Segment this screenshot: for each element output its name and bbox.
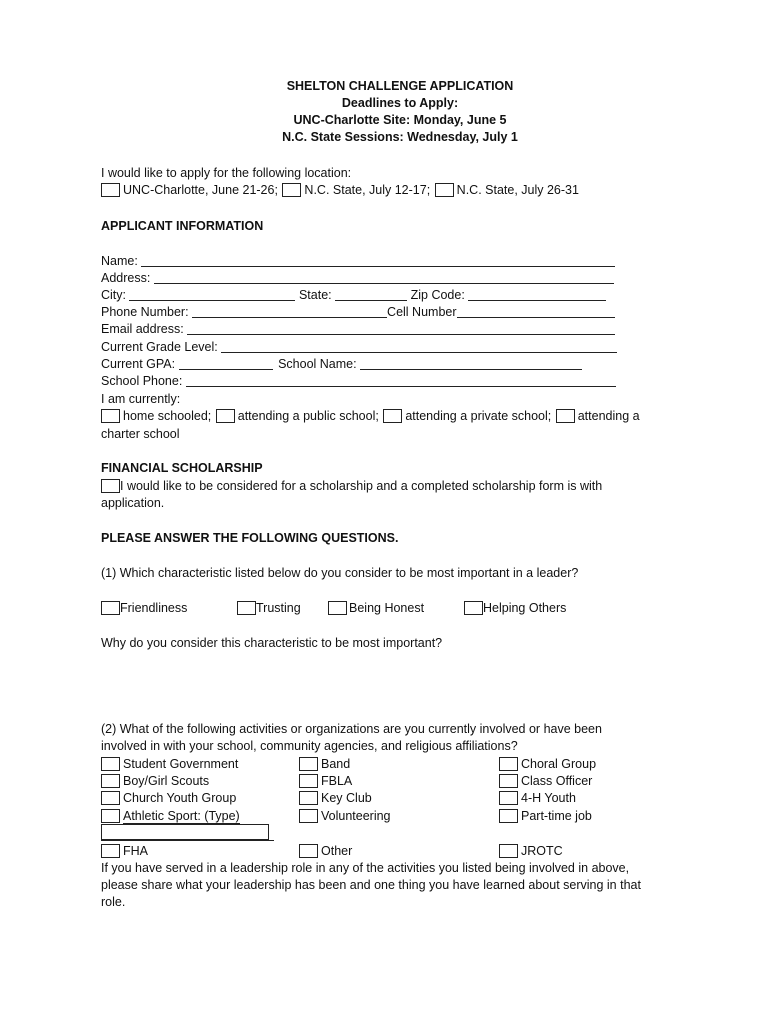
status-options <box>101 408 640 425</box>
location-prompt: I would like to apply for the following location: <box>101 166 352 180</box>
location-option-label: UNC-Charlotte, June 21-26; <box>123 183 278 197</box>
site-unc-deadline: UNC-Charlotte Site: Monday, June 5 <box>293 113 507 127</box>
activity-fha <box>101 843 148 860</box>
activity-label: Band <box>321 757 351 771</box>
question-2-line1: (2) What of the following activities or organizations are you currently involved or have been <box>101 722 602 736</box>
activity-label: Volunteering <box>321 809 391 823</box>
activity-label: Key Club <box>321 791 372 805</box>
checkbox-boy-girl-scouts[interactable] <box>101 774 120 788</box>
checkbox-trusting[interactable] <box>237 601 256 615</box>
activity-volunteering <box>299 808 391 825</box>
scholarship-heading: FINANCIAL SCHOLARSHIP <box>101 461 263 475</box>
q1-option-label: Friendliness <box>120 601 188 615</box>
activity-band <box>299 756 350 773</box>
phone-field[interactable] <box>192 304 387 318</box>
athletic-sport-type-field[interactable] <box>101 824 269 840</box>
checkbox-athletic-sport[interactable] <box>101 809 120 823</box>
q1-option-label: Being Honest <box>349 601 425 615</box>
school-name-field[interactable] <box>360 356 582 370</box>
checkbox-being-honest[interactable] <box>328 601 347 615</box>
status-option-label: attending a public school; <box>237 409 379 423</box>
status-option-label: attending a private school; <box>405 409 552 423</box>
status-option-label: attending a <box>577 409 640 423</box>
checkbox-other[interactable] <box>299 844 318 858</box>
checkbox-fha[interactable] <box>101 844 120 858</box>
athletic-sport-underline <box>101 840 274 841</box>
gpa-field[interactable] <box>179 356 273 370</box>
scholarship-row <box>101 478 602 495</box>
email-label: Email address: <box>101 322 184 336</box>
state-field[interactable] <box>335 287 407 301</box>
activity-jrotc <box>499 843 563 860</box>
cell-label: Cell Number <box>387 305 457 319</box>
activity-label: 4-H Youth <box>521 791 576 805</box>
activity-athletic-sport <box>101 808 240 825</box>
school-name-label: School Name: <box>278 357 357 371</box>
state-label: State: <box>298 288 332 302</box>
city-row <box>101 287 606 304</box>
grade-row <box>101 339 617 356</box>
address-row <box>101 270 614 287</box>
zip-field[interactable] <box>468 287 606 301</box>
cell-field[interactable] <box>457 304 615 318</box>
scholarship-text: I would like to be considered for a scholarship and a completed scholarship form is with <box>120 479 603 493</box>
activity-label: Part-time job <box>521 809 592 823</box>
activity-other <box>299 843 352 860</box>
currently-label: I am currently: <box>101 392 181 406</box>
activity-label: Student Government <box>123 757 239 771</box>
phone-label: Phone Number: <box>101 305 189 319</box>
activity-label: Athletic Sport: (Type) <box>123 809 240 823</box>
leadership-line2: please share what your leadership has been and one thing you have learned about serving in that <box>101 878 641 892</box>
gpa-label: Current GPA: <box>101 357 176 371</box>
q1-option-being-honest <box>328 600 424 617</box>
checkbox-part-time-job[interactable] <box>499 809 518 823</box>
scholarship-text-continued: application. <box>101 496 165 510</box>
checkbox-key-club[interactable] <box>299 791 318 805</box>
leadership-answer-area[interactable] <box>101 915 661 1005</box>
activity-label: Boy/Girl Scouts <box>123 774 210 788</box>
checkbox-nc-state-july-12[interactable] <box>282 183 301 197</box>
address-field[interactable] <box>154 270 614 284</box>
q1-option-label: Helping Others <box>483 601 567 615</box>
checkbox-class-officer[interactable] <box>499 774 518 788</box>
questions-heading: PLEASE ANSWER THE FOLLOWING QUESTIONS. <box>101 531 399 545</box>
applicant-info-heading: APPLICANT INFORMATION <box>101 219 264 233</box>
activity-church-youth-group <box>101 790 236 807</box>
checkbox-volunteering[interactable] <box>299 809 318 823</box>
city-label: City: <box>101 288 126 302</box>
email-row <box>101 321 615 338</box>
checkbox-4h-youth[interactable] <box>499 791 518 805</box>
checkbox-scholarship[interactable] <box>101 479 120 493</box>
school-phone-label: School Phone: <box>101 374 183 388</box>
activity-part-time-job <box>499 808 592 825</box>
checkbox-church-youth-group[interactable] <box>101 791 120 805</box>
location-option-label: N.C. State, July 26-31 <box>456 183 579 197</box>
checkbox-choral-group[interactable] <box>499 757 518 771</box>
activity-label: Class Officer <box>521 774 593 788</box>
form-title: SHELTON CHALLENGE APPLICATION <box>286 79 514 93</box>
checkbox-public-school[interactable] <box>216 409 235 423</box>
name-label: Name: <box>101 254 138 268</box>
activity-student-government <box>101 756 238 773</box>
activity-label: Choral Group <box>521 757 597 771</box>
gpa-row <box>101 356 582 373</box>
school-phone-row <box>101 373 616 390</box>
activity-boy-girl-scouts <box>101 773 209 790</box>
checkbox-helping-others[interactable] <box>464 601 483 615</box>
checkbox-home-schooled[interactable] <box>101 409 120 423</box>
question-1: (1) Which characteristic listed below do you consider to be most important in a leader? <box>101 566 579 580</box>
q1-option-helping-others <box>464 600 566 617</box>
name-row <box>101 253 615 270</box>
checkbox-jrotc[interactable] <box>499 844 518 858</box>
q1-option-friendliness <box>101 600 187 617</box>
leadership-line3: role. <box>101 895 126 909</box>
activity-choral-group <box>499 756 596 773</box>
checkbox-fbla[interactable] <box>299 774 318 788</box>
q1-answer-area[interactable] <box>101 655 661 715</box>
activity-label: JROTC <box>521 844 563 858</box>
activity-label: Other <box>321 844 353 858</box>
q1-why: Why do you consider this characteristic to be most important? <box>101 636 443 650</box>
activity-label: FBLA <box>321 774 353 788</box>
school-phone-field[interactable] <box>186 373 616 387</box>
grade-field[interactable] <box>221 339 617 353</box>
checkbox-band[interactable] <box>299 757 318 771</box>
phone-row <box>101 304 615 321</box>
q1-option-label: Trusting <box>256 601 301 615</box>
checkbox-student-government[interactable] <box>101 757 120 771</box>
checkbox-friendliness[interactable] <box>101 601 120 615</box>
name-field[interactable] <box>141 253 615 267</box>
status-continued: charter school <box>101 427 180 441</box>
city-field[interactable] <box>129 287 295 301</box>
email-field[interactable] <box>187 321 615 335</box>
question-2-line2: involved in with your school, community agencies, and religious affiliations? <box>101 739 518 753</box>
checkbox-nc-state-july-26[interactable] <box>435 183 454 197</box>
activity-label: Church Youth Group <box>123 791 237 805</box>
status-option-label: home schooled; <box>123 409 212 423</box>
checkbox-charter-school[interactable] <box>556 409 575 423</box>
deadlines-heading: Deadlines to Apply: <box>341 96 459 110</box>
q1-option-trusting <box>237 600 301 617</box>
zip-label: Zip Code: <box>410 288 465 302</box>
checkbox-private-school[interactable] <box>383 409 402 423</box>
activity-key-club <box>299 790 372 807</box>
leadership-line1: If you have served in a leadership role in any of the activities you listed being involved in above, <box>101 861 630 875</box>
location-option-label: N.C. State, July 12-17; <box>304 183 431 197</box>
activity-label: FHA <box>123 844 148 858</box>
site-ncstate-deadline: N.C. State Sessions: Wednesday, July 1 <box>282 130 518 144</box>
address-label: Address: <box>101 271 151 285</box>
activity-class-officer <box>499 773 592 790</box>
activity-4h-youth <box>499 790 576 807</box>
location-options <box>101 182 579 199</box>
checkbox-unc-charlotte[interactable] <box>101 183 120 197</box>
grade-label: Current Grade Level: <box>101 340 218 354</box>
activity-fbla <box>299 773 352 790</box>
